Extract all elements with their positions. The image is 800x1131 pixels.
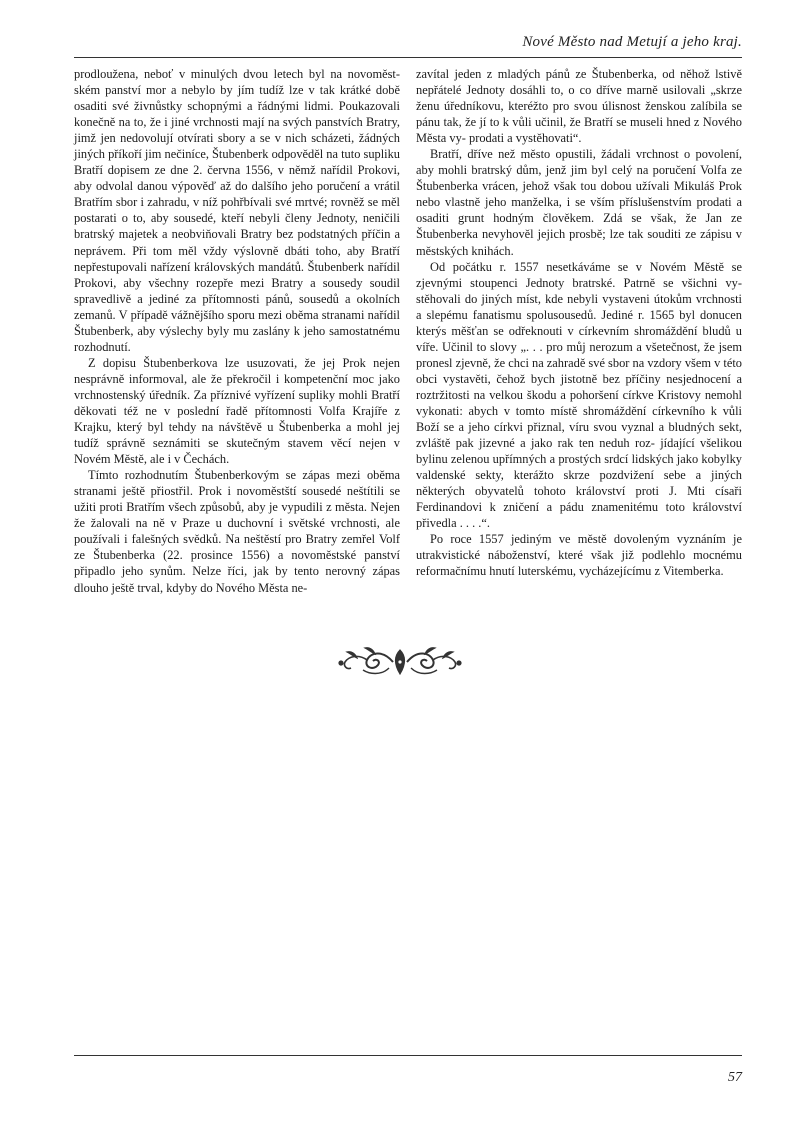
paragraph: Bratří, dříve než město opustili, žádali vrchnost o povolení, aby mohli bratrský dům, jenž jim byl celý na poručení Volfa ze Štubenberka vrácen, jehož však tou dobou užívali Mikuláš Prok nebo vlastně jeho manželka, i se vším příslušenstvím prodati a osaditi grunt hodným člověkem. Zdá se však, že Jan ze Štubenberka nevyhověl jejich prosbě; lze tak souditi ze zápisu v městských knihách. — [416, 147, 742, 258]
paragraph: zavítal jeden z mladých pánů ze Štubenberka, od něhož lstivě nepřátelé Jednoty dosáhli to, o co dříve marně usilovali „skrze ženu úředníkovu, kteréžto pro svou úlisnost ženskou zalíbila se pánu tak, že jí to k vůli učinil, že Bratří se museli hned z Nového Města vy- prodati a vystěhovati“. — [416, 67, 742, 146]
floral-ornament-icon — [331, 644, 469, 680]
paragraph: Po roce 1557 jediným ve městě dovoleným vyznáním je utrakvistické náboženství, které však již podlehlo mocnému reformačnímu hnutí luterskému, vycházejícímu z Vitemberka. — [416, 532, 742, 579]
paragraph: prodloužena, neboť v minulých dvou letech byl na novoměstském panství mor a nebylo by jím tudíž lze v tak krátké době osaditi své živnůstky schopnými a řádnými lidmi. Poukazovali konečně na to, že i jiné vrchnosti mají na svých panstvích Bratry, jimž jen nedovolují otvírati sbory a se v nich scházeti, žádných jiných příkoří jim nečiníce, Štubenberk odpověděl na tuto supliku Bratří dopisem ze dne 2. června 1556, v němž nařídil Prokovi, aby odvolal danou výpověď až do dalšího jeho poručení a vrátil Bratřím sbor i zahradu, v níž pohřbívali své mrtvé; rovněž se měl postarati o to, aby sousedé, kteří nebyli členy Jednoty, neničili bratrský majetek a neobviňovali Bratry bez podstatných příčin a neprávem. Při tom měl vždy výslovně dbáti toho, aby Bratří nepřestupovali nařízení královských mandátů. Štubenberk nařídil Prokovi, aby všechny rozepře mezi Bratry a sousedy soudil spravedlivě a jediné za přítomnosti pánů, sousedů a okolních zemanů. V případě vážnějšího sporu mezi oběma stranami nařídil Štubenberk, aby výslechy byly mu zaslány k jeho samostatnému rozhodnutí. — [74, 67, 400, 354]
text-columns — [74, 66, 742, 596]
page-number: 57 — [728, 1070, 742, 1085]
paragraph: Tímto rozhodnutím Štubenberkovým se zápas mezi oběma stranami ještě přiostřil. Prok i novoměstští sousedé neštítili se užiti proti Bratřím všech způsobů, aby je vypudili z města. Nejen že žalovali na ně v Praze u duchovní i světské vrchnosti, ale používali i falešných svědků. Na neštěstí pro Bratry zemřel Volf ze Štubenberka (22. prosince 1556) a novoměstské panství připadlo jeho synům. Nelze říci, jak by tento nerovný zápas dlouho ještě trval, kdyby do Nového Města ne- — [74, 468, 400, 595]
right-column — [416, 66, 742, 596]
header-rule — [74, 57, 742, 58]
paragraph: Z dopisu Štubenberkova lze usuzovati, že jej Prok nejen nesprávně informoval, ale že překročil i kompetenční moc jako vrchnostenský úředník. Za příznivé vyřízení supliky mohli Bratří děkovati též ne v poslední řadě přítomnosti Volfa Krajíře z Krajku, který byl tehdy na návštěvě u Štubenberka a mohl jej tudíž správně seznámiti se skutečným stavem věcí nejen v Novém Městě, ale i v Čechách. — [74, 355, 400, 467]
footer-rule — [74, 1055, 742, 1056]
paragraph: Od počátku r. 1557 nesetkáváme se v Novém Městě se zjevnými stoupenci Jednoty bratrské. Patrně se všichni vystěhovali do jiných míst, kde nebyli vystaveni útokům vrchnosti a slepému fanatismu spolusousedů. Jediné r. 1565 byl donucen kterýs měšťan se odřeknouti v církevním shromáždění bludů u víře. Učinil to slovy „. . . pro můj nerozum a všetečnost, že jsem pronesl zjevně, že chci na zahradě své sbor na vzdory všem v této obci vystavěti, čehož bych jistotně bez příčiny nesjednocení a roztržitosti na velkou škodu a pohoršení církve Kristovy nemohl vykonati: abych v tomto místě shromáždění církevního k vůli Boží se a jeho církvi přiznal, víru svou vyznal a bludných sekt, zvláště pak jizevné a jako rak ten neduh roz- jídající všelikou bylinu zelenou upřímných a prostých srdcí lidských jako kobylky valdenské sekty, kterážto skrze pozdvižení sebe a jiných některých obyvatelů tohoto království proti J. Mti císaři Ferdinandovi k zničení a pádu znamenitému toto království přivedla . . . .“. — [416, 259, 742, 531]
left-column — [74, 66, 400, 596]
running-title: Nové Město nad Metují a jeho kraj. — [522, 34, 742, 50]
